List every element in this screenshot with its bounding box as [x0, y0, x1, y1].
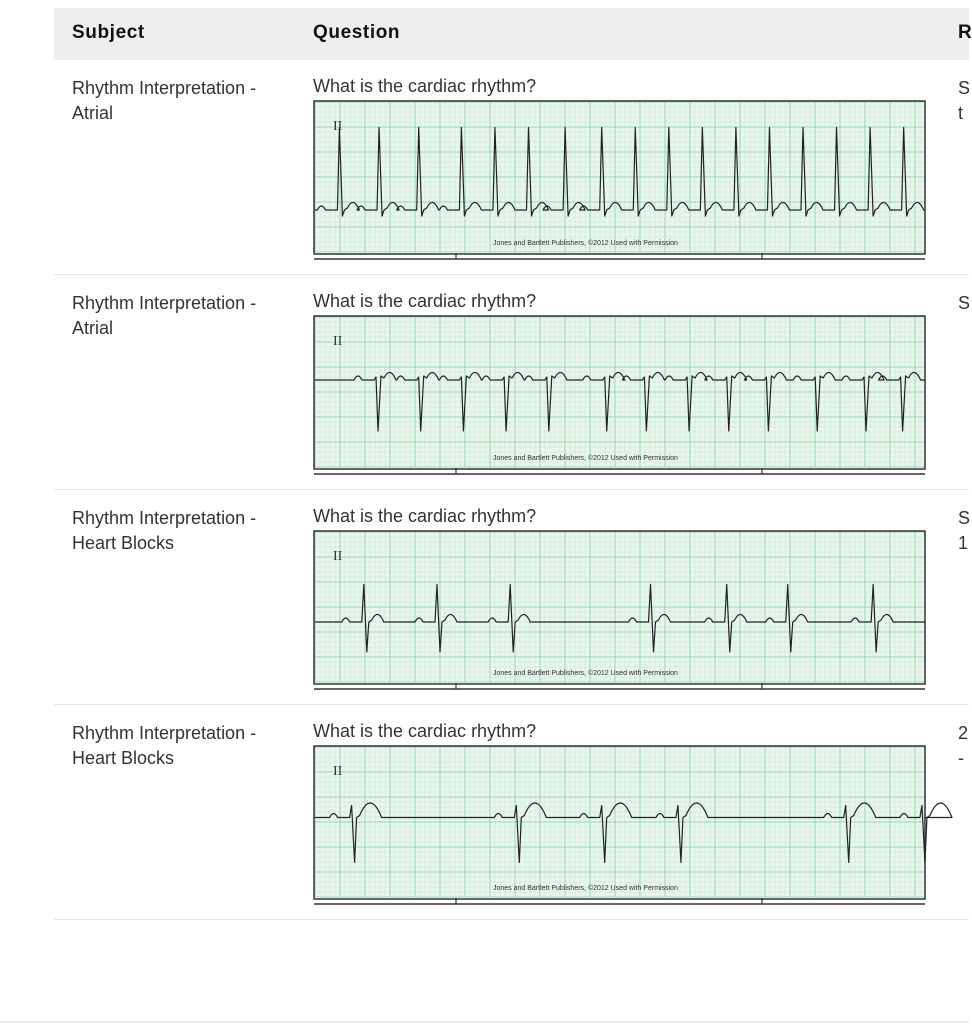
table-row[interactable] — [54, 705, 969, 920]
table-header — [54, 8, 972, 60]
header-answer: R — [958, 22, 972, 43]
ecg-credit-text: Jones and Bartlett Publishers, ©2012 Used with Permission — [493, 240, 678, 247]
subject-cell: Rhythm Interpretation - Atrial — [72, 293, 257, 338]
ecg-strip-image — [313, 530, 926, 691]
ecg-credit-text: Jones and Bartlett Publishers, ©2012 Used with Permission — [493, 670, 678, 677]
answer-cell — [958, 76, 969, 126]
ecg-strip-image — [313, 100, 926, 261]
table-row[interactable] — [54, 490, 969, 705]
answer-cell — [958, 506, 969, 556]
ecg-strip-image — [313, 745, 926, 906]
subject-cell: Rhythm Interpretation - Heart Blocks — [72, 508, 257, 553]
flashcard-table — [54, 8, 972, 920]
answer-line: S — [958, 508, 971, 528]
answer-line: 2 — [958, 723, 969, 743]
table-row[interactable] — [54, 60, 969, 275]
answer-cell — [958, 721, 969, 771]
ecg-lead-label: II — [333, 119, 343, 134]
header-question: Question — [313, 22, 401, 43]
header-subject: Subject — [72, 22, 145, 43]
answer-cell — [958, 291, 969, 316]
ecg-credit-text: Jones and Bartlett Publishers, ©2012 Used with Permission — [493, 885, 678, 892]
question-text: What is the cardiac rhythm? — [313, 291, 537, 311]
ecg-lead-label: II — [333, 549, 343, 564]
answer-line: t — [958, 103, 964, 123]
question-text: What is the cardiac rhythm? — [313, 506, 537, 526]
answer-line: S — [958, 78, 971, 98]
question-text: What is the cardiac rhythm? — [313, 76, 537, 96]
question-text: What is the cardiac rhythm? — [313, 721, 537, 741]
subject-cell: Rhythm Interpretation - Atrial — [72, 78, 257, 123]
table-row[interactable] — [54, 275, 969, 490]
ecg-strip-image — [313, 315, 926, 476]
page-footer-divider — [0, 1021, 969, 1023]
subject-cell: Rhythm Interpretation - Heart Blocks — [72, 723, 257, 768]
answer-line: - — [958, 748, 964, 768]
answer-line: S — [958, 293, 971, 313]
ecg-credit-text: Jones and Bartlett Publishers, ©2012 Used with Permission — [493, 455, 678, 462]
answer-line: 1 — [958, 533, 969, 553]
ecg-lead-label: II — [333, 334, 343, 349]
ecg-lead-label: II — [333, 764, 343, 779]
